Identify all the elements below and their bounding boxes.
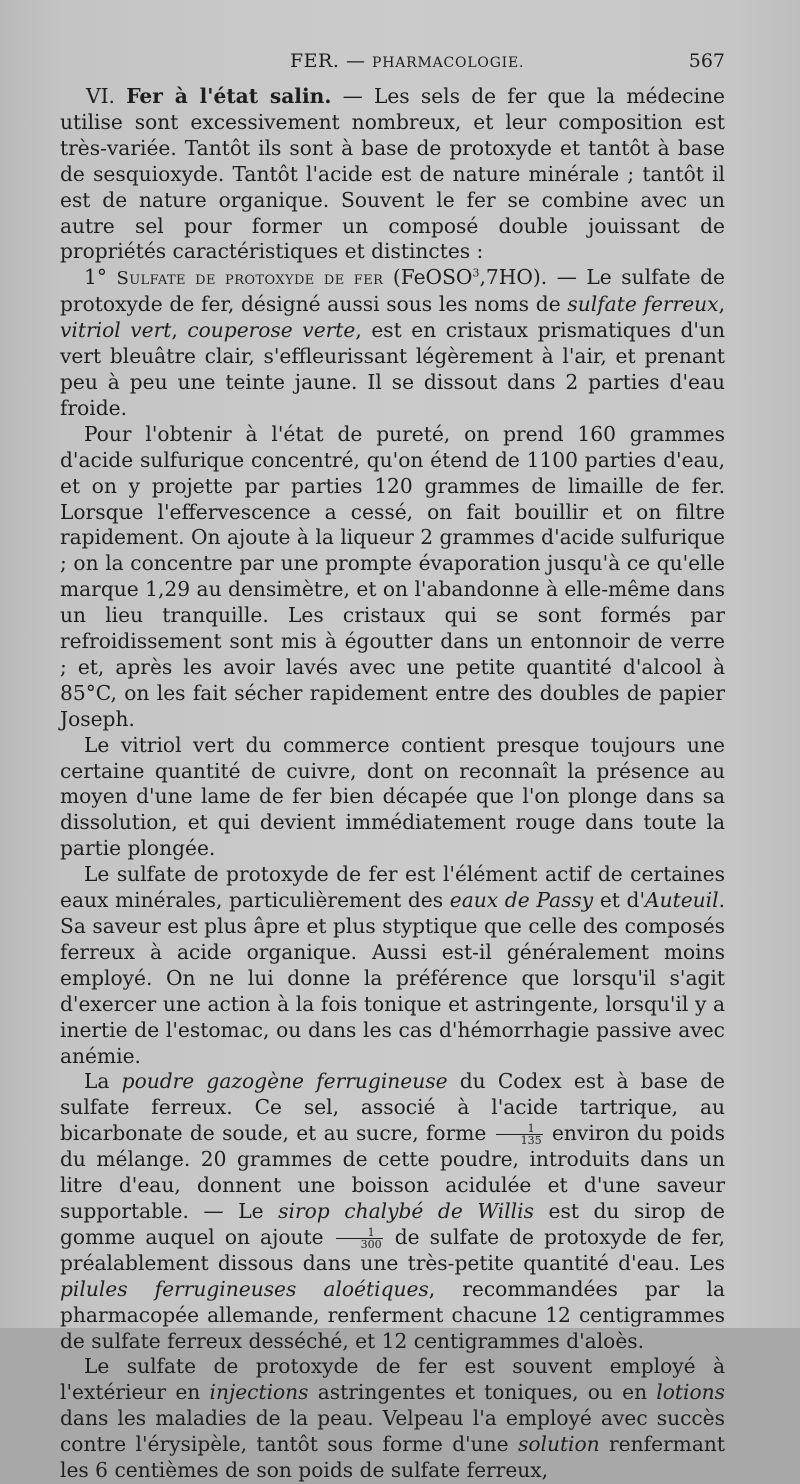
italic-term: solution: [517, 1432, 600, 1457]
running-title: [290, 48, 524, 76]
paragraph-7: [60, 1354, 725, 1484]
text-run: environ du poids du mélange. 20 grammes de cette poudre, introduits dans un litre d'eau, donnent une boisson acidulée et d'une saveur supportable. — Le: [60, 1121, 725, 1223]
text-run: astringentes et toniques, ou en: [308, 1380, 657, 1405]
text-run: . Sa saveur est plus âpre et plus styptique que celle des composés ferreux à acide organique. Aussi est-il généralement moins employé. On ne lui donne la préférence que lorsqu'il s'agit d'exercer une action à la fois tonique et astringente, lorsqu'il y a inertie de l'estomac, ou dans les cas d'hémorrhagie passive avec anémie.: [60, 888, 725, 1068]
item-number: 1°: [84, 265, 107, 290]
italic-term: Auteuil: [645, 888, 719, 913]
fraction-denominator: 135: [520, 1134, 542, 1148]
paragraph-2: [60, 265, 725, 421]
italic-term: sirop chalybé de Willis: [278, 1198, 534, 1223]
italic-term: injections: [209, 1380, 309, 1405]
paragraph-4: Le vitriol vert du commerce contient presque toujours une certaine quantité de cuivre, dont on reconnaît la présence au moyen d'une lame de fer bien décapée que l'on plonge dans sa dissolution, et qui devient immédiatement rouge dans toute la partie plongée.: [60, 732, 725, 861]
body-text: [60, 84, 725, 1484]
formula-part: (FeOSO: [383, 265, 473, 290]
item-heading: Sulfate de protoxyde de fer: [116, 268, 384, 290]
italic-term: poudre gazogène ferrugineuse: [121, 1069, 448, 1094]
section-numeral: VI.: [86, 84, 115, 108]
paragraph-3: Pour l'obtenir à l'état de pureté, on prend 160 grammes d'acide sulfurique concentré, qu'on étend de 1100 parties d'eau, et on y projette par parties 120 grammes de limaille de fer. Lorsque l'effervescence a cessé, on fait bouillir et on filtre rapidement. On ajoute à la liqueur 2 grammes d'acide sulfurique ; on la concentre par une prompte évaporation jusqu'à ce qu'elle marque 1,29 au densimètre, et on l'abandonne à elle-même dans un lieu tranquille. Les cristaux qui se sont formés par refroidissement sont mis à égoutter dans un entonnoir de verre ; et, après les avoir lavés avec une petite quantité d'alcool à 85°C, on les fait sécher rapidement entre des doubles de papier Joseph.: [60, 421, 725, 731]
text-run: de sulfate de protoxyde de fer, préalablement dissous dans une très-petite quantité d'eau. Les: [60, 1224, 725, 1275]
fraction-denominator: 300: [360, 1237, 382, 1251]
text-run: dans les maladies de la peau. Velpeau l'a employé avec succès contre l'érysipèle, tantôt sous forme d'une: [60, 1406, 725, 1457]
header-title-sub: PHARMACOLOGIE.: [372, 55, 525, 71]
text-run: ,: [171, 318, 188, 343]
text-run: , recommandées par la pharmacopée allemande, renferment chacune 12 centigrammes de sulfate ferreux desséché, et 12 centigrammes d'aloès.: [60, 1276, 725, 1353]
header-title-main: FER.: [290, 50, 340, 72]
paragraph-1-text: — Les sels de fer que la médecine utilise sont excessivement nombreux, et leur composition est très-variée. Tantôt ils sont à base de protoxyde et tantôt à base de sesquioxyde. Tantôt l'acide est de nature minérale ; tantôt il est de nature organique. Souvent le fer se combine avec un autre sel pour former un composé double jouissant de propriétés caractéristiques et distinctes :: [60, 84, 725, 264]
italic-term: lotions: [656, 1380, 725, 1405]
fraction-numerator: 1: [496, 1123, 543, 1135]
page-number: 567: [688, 50, 725, 72]
section-heading: Fer à l'état salin.: [126, 84, 332, 108]
running-header: [60, 48, 725, 74]
paragraph-5: [60, 862, 725, 1069]
formula-part: ,7HO).: [479, 265, 548, 290]
formula-superscript: 3: [472, 266, 480, 280]
italic-term: couperose verte: [187, 318, 356, 343]
italic-term: sulfate ferreux: [567, 292, 719, 317]
text-run: — Le sulfate de protoxyde de fer, désigné aussi sous les noms de: [60, 265, 726, 317]
text-run: Le sulfate de protoxyde de fer est l'élément actif de certaines eaux minérales, particulièrement des: [60, 862, 725, 913]
text-run: est du sirop de gomme auquel on ajoute: [60, 1198, 725, 1249]
fraction: [336, 1227, 383, 1250]
text-run: ,: [718, 292, 725, 317]
paragraph-1: [60, 84, 725, 265]
header-title-separator: —: [339, 50, 372, 72]
italic-term: pilules ferrugineuses aloétiques: [60, 1276, 429, 1301]
text-run: , est en cristaux prismatiques d'un vert bleuâtre clair, s'effleurissant légèrement à l'air, et prenant peu à peu une teinte jaune. Il se dissout dans 2 parties d'eau froide.: [60, 318, 725, 420]
fraction: [496, 1123, 543, 1146]
italic-term: vitriol vert: [60, 318, 172, 343]
text-run: du Codex est à base de sulfate ferreux. Ce sel, associé à l'acide tartrique, au bicarbonate de soude, et au sucre, forme: [60, 1069, 726, 1146]
fraction-numerator: 1: [336, 1227, 383, 1239]
paragraph-6: [60, 1069, 725, 1354]
text-run: La: [84, 1069, 122, 1094]
italic-term: eaux de Passy: [449, 888, 594, 913]
text-run: et d': [593, 888, 646, 913]
text-run: Le sulfate de protoxyde de fer est souvent employé à l'extérieur en: [60, 1354, 725, 1405]
text-run: renfermant les 6 centièmes de son poids de sulfate ferreux,: [60, 1432, 725, 1483]
